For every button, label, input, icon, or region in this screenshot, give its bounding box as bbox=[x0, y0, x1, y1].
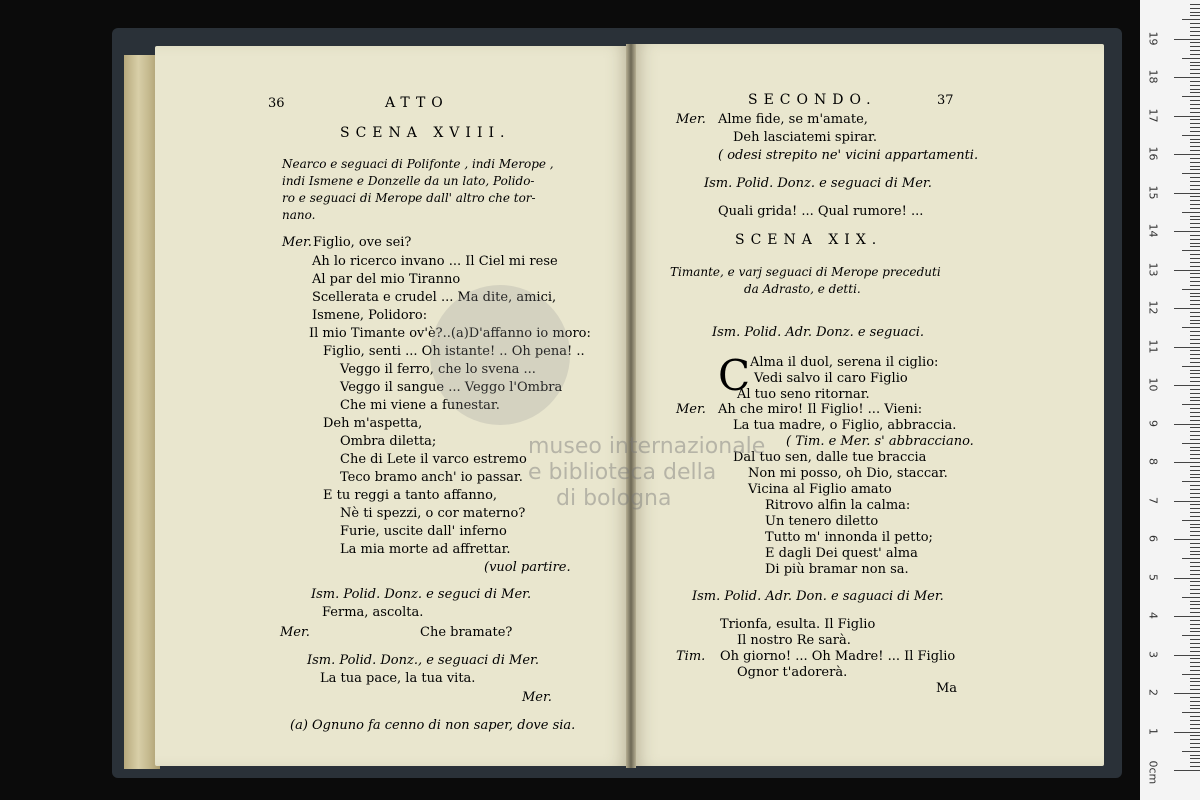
ruler-tick bbox=[1190, 196, 1200, 197]
right-page-text-line: Ism. Polid. Adr. Don. e saguaci di Mer. bbox=[692, 589, 944, 604]
watermark-line-2: e biblioteca della bbox=[528, 460, 717, 485]
right-page-text-line: Quali grida! ... Qual rumore! ... bbox=[718, 204, 924, 219]
ruler-tick bbox=[1190, 685, 1200, 686]
ruler-tick bbox=[1190, 593, 1200, 594]
right-page-text-line: Tim. bbox=[676, 649, 706, 664]
ruler-tick bbox=[1190, 689, 1200, 690]
ruler-tick bbox=[1190, 531, 1200, 532]
ruler-tick bbox=[1190, 747, 1200, 748]
ruler-tick bbox=[1190, 716, 1200, 717]
ruler-tick bbox=[1190, 508, 1200, 509]
ruler-tick bbox=[1190, 666, 1200, 667]
ruler-tick bbox=[1190, 412, 1200, 413]
right-page-text-line: La tua madre, o Figlio, abbraccia. bbox=[733, 418, 957, 433]
ruler-tick bbox=[1190, 581, 1200, 582]
ruler-tick bbox=[1190, 335, 1200, 336]
watermark-line-3: di bologna bbox=[556, 486, 672, 511]
ruler-tick bbox=[1190, 362, 1200, 363]
left-page-text-line: SCENA XVIII. bbox=[340, 125, 511, 141]
ruler-tick bbox=[1190, 139, 1200, 140]
left-page-text-line: Deh m'aspetta, bbox=[323, 416, 423, 431]
ruler-tick bbox=[1190, 296, 1200, 297]
ruler-tick bbox=[1190, 150, 1200, 151]
ruler-tick bbox=[1190, 323, 1200, 324]
right-page-text-line: Ritrovo alfin la calma: bbox=[765, 498, 911, 513]
right-page-text-line: Di più bramar non sa. bbox=[765, 562, 909, 577]
ruler-tick bbox=[1190, 624, 1200, 625]
left-page-text-line: Ferma, ascolta. bbox=[322, 605, 424, 620]
ruler-tick bbox=[1190, 516, 1200, 517]
ruler-tick bbox=[1190, 119, 1200, 120]
ruler-tick bbox=[1190, 243, 1200, 244]
right-page-text-line: Ism. Polid. Donz. e seguaci di Mer. bbox=[704, 176, 932, 191]
ruler-tick bbox=[1190, 489, 1200, 490]
ruler-tick bbox=[1190, 204, 1200, 205]
ruler-tick bbox=[1190, 755, 1200, 756]
ruler-tick bbox=[1190, 612, 1200, 613]
ruler-tick bbox=[1190, 643, 1200, 644]
ruler-tick bbox=[1182, 635, 1200, 636]
ruler-tick bbox=[1190, 104, 1200, 105]
ruler-tick bbox=[1190, 408, 1200, 409]
left-page-text-line: Ism. Polid. Donz., e seguaci di Mer. bbox=[307, 653, 539, 668]
ruler-tick bbox=[1174, 270, 1200, 271]
ruler-tick bbox=[1174, 693, 1200, 694]
ruler-tick bbox=[1182, 173, 1200, 174]
ruler-tick bbox=[1190, 454, 1200, 455]
ruler-tick bbox=[1174, 116, 1200, 117]
ruler-tick bbox=[1190, 354, 1200, 355]
right-page-text-line: ( odesi strepito ne' vicini appartamenti. bbox=[718, 148, 979, 163]
ruler-tick bbox=[1190, 447, 1200, 448]
right-page-text-line: da Adrasto, e detti. bbox=[744, 282, 861, 296]
ruler-tick bbox=[1190, 50, 1200, 51]
ruler-tick bbox=[1190, 381, 1200, 382]
ruler-tick bbox=[1174, 655, 1200, 656]
left-page-text-line: ro e seguaci di Merope dall' altro che tor- bbox=[282, 191, 536, 205]
ruler-tick bbox=[1190, 397, 1200, 398]
ruler-tick bbox=[1174, 308, 1200, 309]
ruler-tick bbox=[1190, 527, 1200, 528]
ruler-tick bbox=[1190, 466, 1200, 467]
ruler-tick bbox=[1190, 73, 1200, 74]
ruler-tick bbox=[1190, 223, 1200, 224]
ruler-tick bbox=[1190, 681, 1200, 682]
left-page-text-line: Che di Lete il varco estremo bbox=[340, 452, 527, 467]
ruler-tick bbox=[1190, 46, 1200, 47]
ruler-tick bbox=[1190, 662, 1200, 663]
ruler-tick bbox=[1190, 601, 1200, 602]
ruler-tick bbox=[1174, 732, 1200, 733]
ruler-tick bbox=[1190, 343, 1200, 344]
right-page-text-line: Vicina al Figlio amato bbox=[748, 482, 892, 497]
ruler-tick bbox=[1190, 420, 1200, 421]
ruler-label: 19 bbox=[1146, 31, 1160, 45]
ruler-tick bbox=[1190, 273, 1200, 274]
ruler-tick bbox=[1182, 58, 1200, 59]
right-page-text-line: Vedi salvo il caro Figlio bbox=[754, 371, 908, 386]
ruler-tick bbox=[1174, 424, 1200, 425]
ruler-tick bbox=[1190, 393, 1200, 394]
ruler-tick bbox=[1190, 4, 1200, 5]
ruler-tick bbox=[1190, 266, 1200, 267]
ruler-label: 14 bbox=[1146, 223, 1160, 238]
watermark-logo bbox=[430, 285, 570, 425]
ruler-tick bbox=[1190, 658, 1200, 659]
ruler-tick bbox=[1190, 239, 1200, 240]
ruler-tick bbox=[1190, 142, 1200, 143]
left-page-text-line: nano. bbox=[282, 208, 316, 222]
right-page-text-line: E dagli Dei quest' alma bbox=[765, 546, 918, 561]
ruler-tick bbox=[1190, 158, 1200, 159]
ruler-tick bbox=[1190, 23, 1200, 24]
right-page-text-line: Un tenero diletto bbox=[765, 514, 879, 529]
right-page-text-line: Mer. bbox=[676, 112, 706, 127]
ruler-tick bbox=[1190, 766, 1200, 767]
right-page-text-line: Mer. bbox=[676, 402, 706, 417]
right-page-text-line: Non mi posso, oh Dio, staccar. bbox=[748, 466, 948, 481]
ruler-tick bbox=[1190, 31, 1200, 32]
left-page-text-line: indi Ismene e Donzelle da un lato, Polido- bbox=[282, 174, 535, 188]
ruler-tick bbox=[1190, 235, 1200, 236]
ruler-tick bbox=[1190, 200, 1200, 201]
left-page-text-line: La mia morte ad affrettar. bbox=[340, 542, 511, 557]
ruler-tick bbox=[1174, 154, 1200, 155]
right-page-text-line: Dal tuo sen, dalle tue braccia bbox=[733, 450, 927, 465]
ruler-tick bbox=[1190, 69, 1200, 70]
ruler-tick bbox=[1190, 254, 1200, 255]
ruler-tick bbox=[1174, 501, 1200, 502]
ruler-tick bbox=[1190, 608, 1200, 609]
ruler-tick bbox=[1190, 177, 1200, 178]
ruler-tick bbox=[1190, 277, 1200, 278]
ruler-tick bbox=[1190, 227, 1200, 228]
ruler-tick bbox=[1190, 589, 1200, 590]
ruler-tick bbox=[1190, 585, 1200, 586]
ruler-tick bbox=[1190, 400, 1200, 401]
ruler-tick bbox=[1190, 35, 1200, 36]
left-page-text-line: Nearco e seguaci di Polifonte , indi Merope , bbox=[282, 157, 554, 171]
left-page-text-line: Figlio, senti ... Oh istante! .. Oh pena! .. bbox=[323, 344, 585, 359]
ruler-label: 16 bbox=[1146, 146, 1160, 161]
ruler-tick bbox=[1174, 539, 1200, 540]
ruler-tick bbox=[1190, 651, 1200, 652]
ruler-tick bbox=[1190, 316, 1200, 317]
left-page-text-line: Mer. bbox=[280, 625, 310, 640]
ruler-tick bbox=[1190, 670, 1200, 671]
ruler-tick bbox=[1182, 135, 1200, 136]
ruler-label: 15 bbox=[1146, 185, 1160, 199]
ruler-label: 10 bbox=[1146, 377, 1160, 392]
right-page-text-line: Tutto m' innonda il petto; bbox=[765, 530, 933, 545]
ruler-tick bbox=[1190, 477, 1200, 478]
ruler-tick bbox=[1190, 705, 1200, 706]
ruler-tick bbox=[1190, 470, 1200, 471]
ruler-tick bbox=[1190, 89, 1200, 90]
ruler-label: 6 bbox=[1146, 535, 1160, 542]
right-page-text-line: Timante, e varj seguaci di Merope preceduti bbox=[670, 265, 941, 279]
ruler-tick bbox=[1190, 123, 1200, 124]
left-page-text-line: Figlio, ove sei? bbox=[313, 235, 412, 250]
right-page-text-line: Alme fide, se m'amate, bbox=[718, 112, 868, 127]
ruler-tick bbox=[1190, 739, 1200, 740]
ruler-tick bbox=[1190, 562, 1200, 563]
ruler-tick bbox=[1182, 481, 1200, 482]
book-gutter bbox=[626, 44, 636, 768]
ruler-tick bbox=[1190, 762, 1200, 763]
ruler-tick bbox=[1182, 751, 1200, 752]
ruler-label: 1 bbox=[1146, 727, 1160, 735]
ruler-tick bbox=[1190, 131, 1200, 132]
left-page-text-line: (vuol partire. bbox=[484, 560, 571, 575]
ruler-label: 17 bbox=[1146, 108, 1160, 122]
right-page-text-line: ( Tim. e Mer. s' abbracciano. bbox=[786, 434, 974, 449]
ruler-tick bbox=[1190, 54, 1200, 55]
ruler-tick bbox=[1190, 377, 1200, 378]
ruler-tick bbox=[1174, 616, 1200, 617]
right-page-text-line: Deh lasciatemi spirar. bbox=[733, 130, 877, 145]
measurement-ruler bbox=[1140, 0, 1200, 800]
ruler-tick bbox=[1182, 250, 1200, 251]
left-page-text-line: Veggo il ferro, che lo svena ... bbox=[340, 362, 536, 377]
left-page-text-line: Nè ti spezzi, o cor materno? bbox=[340, 506, 526, 521]
left-page-text-line: Scellerata e crudel ... Ma dite, amici, bbox=[312, 290, 557, 305]
right-page-text-line: Alma il duol, serena il ciglio: bbox=[750, 355, 939, 370]
ruler-tick bbox=[1190, 285, 1200, 286]
ruler-tick bbox=[1190, 370, 1200, 371]
ruler-tick bbox=[1190, 262, 1200, 263]
left-page-text-line: La tua pace, la tua vita. bbox=[320, 671, 476, 686]
ruler-tick bbox=[1190, 604, 1200, 605]
ruler-tick bbox=[1174, 347, 1200, 348]
left-page-text-line: Il mio Timante ov'è?..(a)D'affanno io moro: bbox=[309, 326, 591, 341]
ruler-tick bbox=[1190, 304, 1200, 305]
ruler-tick bbox=[1182, 366, 1200, 367]
right-page-text-line: Trionfa, esulta. Il Figlio bbox=[720, 617, 876, 632]
ruler-tick bbox=[1190, 389, 1200, 390]
ruler-tick bbox=[1190, 758, 1200, 759]
ruler-tick bbox=[1190, 219, 1200, 220]
ruler-tick bbox=[1190, 42, 1200, 43]
ruler-tick bbox=[1190, 246, 1200, 247]
ruler-tick bbox=[1190, 216, 1200, 217]
ruler-tick bbox=[1190, 547, 1200, 548]
ruler-label: 3 bbox=[1146, 650, 1160, 658]
ruler-tick bbox=[1190, 720, 1200, 721]
ruler-tick bbox=[1174, 578, 1200, 579]
left-page-text-line: Ah lo ricerco invano ... Il Ciel mi rese bbox=[312, 254, 558, 269]
ruler-tick bbox=[1190, 92, 1200, 93]
ruler-tick bbox=[1182, 19, 1200, 20]
left-page-text-line: Che bramate? bbox=[420, 625, 513, 640]
ruler-tick bbox=[1190, 535, 1200, 536]
ruler-tick bbox=[1190, 85, 1200, 86]
right-page-text-line: Ah che miro! Il Figlio! ... Vieni: bbox=[718, 402, 923, 417]
ruler-tick bbox=[1190, 15, 1200, 16]
ruler-tick bbox=[1190, 724, 1200, 725]
ruler-tick bbox=[1174, 77, 1200, 78]
left-page-text-line: Che mi viene a funestar. bbox=[340, 398, 500, 413]
ruler-tick bbox=[1190, 166, 1200, 167]
ruler-tick bbox=[1190, 258, 1200, 259]
right-page-text-line: 37 bbox=[937, 93, 954, 108]
ruler-tick bbox=[1182, 327, 1200, 328]
left-page-text-line: Al par del mio Tiranno bbox=[312, 272, 461, 287]
ruler-tick bbox=[1190, 631, 1200, 632]
right-page-text-line: Ism. Polid. Adr. Donz. e seguaci. bbox=[712, 325, 925, 340]
ruler-tick bbox=[1190, 427, 1200, 428]
left-page-text-line: Ismene, Polidoro: bbox=[312, 308, 428, 323]
ruler-tick bbox=[1174, 39, 1200, 40]
ruler-tick bbox=[1182, 520, 1200, 521]
ruler-tick bbox=[1190, 512, 1200, 513]
ruler-tick bbox=[1190, 678, 1200, 679]
ruler-tick bbox=[1190, 169, 1200, 170]
ruler-tick bbox=[1182, 289, 1200, 290]
right-page-text-line: Il nostro Re sarà. bbox=[737, 633, 851, 648]
ruler-tick bbox=[1190, 647, 1200, 648]
right-page-text-line: SCENA XIX. bbox=[735, 232, 883, 248]
ruler-label: 13 bbox=[1146, 262, 1160, 276]
left-page-text-line: Ism. Polid. Donz. e seguci di Mer. bbox=[311, 587, 532, 602]
ruler-tick bbox=[1182, 558, 1200, 559]
ruler-tick bbox=[1190, 181, 1200, 182]
ruler-tick bbox=[1190, 474, 1200, 475]
right-page-text-line: Al tuo seno ritornar. bbox=[737, 387, 870, 402]
ruler-label: 18 bbox=[1146, 69, 1160, 84]
right-page-text-line: Oh giorno! ... Oh Madre! ... Il Figlio bbox=[720, 649, 956, 664]
ruler-tick bbox=[1190, 485, 1200, 486]
ruler-label: 4 bbox=[1146, 612, 1160, 619]
ruler-tick bbox=[1190, 300, 1200, 301]
ruler-tick bbox=[1174, 770, 1200, 771]
ruler-tick bbox=[1190, 504, 1200, 505]
ruler-tick bbox=[1190, 293, 1200, 294]
ruler-tick bbox=[1190, 8, 1200, 9]
ruler-tick bbox=[1190, 27, 1200, 28]
ruler-tick bbox=[1190, 697, 1200, 698]
ruler-tick bbox=[1182, 712, 1200, 713]
ruler-tick bbox=[1190, 743, 1200, 744]
ruler-tick bbox=[1182, 96, 1200, 97]
ruler-tick bbox=[1190, 185, 1200, 186]
ruler-tick bbox=[1190, 708, 1200, 709]
ruler-tick bbox=[1190, 65, 1200, 66]
ruler-tick bbox=[1190, 81, 1200, 82]
ruler-tick bbox=[1190, 493, 1200, 494]
ruler-tick bbox=[1190, 162, 1200, 163]
ruler-tick bbox=[1190, 358, 1200, 359]
ruler-tick bbox=[1190, 146, 1200, 147]
ruler-label: 0cm bbox=[1146, 760, 1160, 785]
ruler-tick bbox=[1190, 554, 1200, 555]
ruler-tick bbox=[1190, 331, 1200, 332]
ruler-tick bbox=[1190, 127, 1200, 128]
ruler-tick bbox=[1190, 458, 1200, 459]
left-page-text-line: ATTO bbox=[385, 95, 449, 111]
ruler-tick bbox=[1190, 100, 1200, 101]
left-page-text-line: Furie, uscite dall' inferno bbox=[340, 524, 507, 539]
left-page-text-line: Mer. bbox=[282, 235, 312, 250]
ruler-tick bbox=[1190, 189, 1200, 190]
ruler-tick bbox=[1190, 524, 1200, 525]
ruler-tick bbox=[1190, 339, 1200, 340]
ruler-label: 2 bbox=[1146, 689, 1160, 696]
ruler-label: 12 bbox=[1146, 300, 1160, 315]
ruler-tick bbox=[1190, 497, 1200, 498]
ruler-tick bbox=[1190, 112, 1200, 113]
ruler-tick bbox=[1190, 431, 1200, 432]
ruler-label: 9 bbox=[1146, 419, 1160, 427]
ruler-tick bbox=[1190, 639, 1200, 640]
ruler-label: 8 bbox=[1146, 458, 1160, 465]
ruler-tick bbox=[1190, 543, 1200, 544]
left-page-text-line: (a) Ognuno fa cenno di non saper, dove sia. bbox=[290, 718, 576, 733]
ruler-tick bbox=[1190, 728, 1200, 729]
left-page-text-line: Veggo il sangue ... Veggo l'Ombra bbox=[340, 380, 563, 395]
ruler-tick bbox=[1182, 674, 1200, 675]
right-page-text-line: Ognor t'adorerà. bbox=[737, 665, 848, 680]
ruler-tick bbox=[1190, 570, 1200, 571]
ruler-tick bbox=[1174, 231, 1200, 232]
left-page-text-line: Teco bramo anch' io passar. bbox=[340, 470, 523, 485]
ruler-tick bbox=[1182, 404, 1200, 405]
ruler-tick bbox=[1190, 12, 1200, 13]
ruler-tick bbox=[1174, 385, 1200, 386]
ruler-tick bbox=[1190, 628, 1200, 629]
ruler-tick bbox=[1190, 62, 1200, 63]
ruler-tick bbox=[1174, 193, 1200, 194]
ruler-tick bbox=[1182, 443, 1200, 444]
ruler-tick bbox=[1190, 312, 1200, 313]
ruler-tick bbox=[1190, 551, 1200, 552]
ruler-label: 7 bbox=[1146, 496, 1160, 504]
ruler-tick bbox=[1190, 574, 1200, 575]
ruler-tick bbox=[1190, 701, 1200, 702]
right-page-text-line: Ma bbox=[936, 681, 958, 696]
ruler-tick bbox=[1190, 450, 1200, 451]
ruler-tick bbox=[1182, 212, 1200, 213]
ruler-tick bbox=[1190, 350, 1200, 351]
left-page-text-line: 36 bbox=[268, 96, 285, 111]
watermark-line-1: museo internazionale bbox=[528, 434, 766, 459]
ruler-tick bbox=[1190, 416, 1200, 417]
right-page-text-line: SECONDO. bbox=[748, 92, 877, 108]
ruler-tick bbox=[1190, 620, 1200, 621]
ruler-tick bbox=[1174, 462, 1200, 463]
ruler-tick bbox=[1190, 320, 1200, 321]
drop-cap: C bbox=[718, 351, 751, 400]
left-page-text-line: E tu reggi a tanto affanno, bbox=[323, 488, 498, 503]
ruler-label: 11 bbox=[1146, 339, 1160, 353]
ruler-tick bbox=[1190, 373, 1200, 374]
ruler-tick bbox=[1190, 735, 1200, 736]
ruler-tick bbox=[1182, 597, 1200, 598]
ruler-tick bbox=[1190, 281, 1200, 282]
left-page-text-line: Ombra diletta; bbox=[340, 434, 437, 449]
ruler-tick bbox=[1190, 566, 1200, 567]
left-page-text-line: Mer. bbox=[522, 690, 552, 705]
ruler-label: 5 bbox=[1146, 573, 1160, 581]
ruler-tick bbox=[1190, 435, 1200, 436]
ruler-tick bbox=[1190, 208, 1200, 209]
ruler-tick bbox=[1190, 439, 1200, 440]
ruler-tick bbox=[1190, 108, 1200, 109]
